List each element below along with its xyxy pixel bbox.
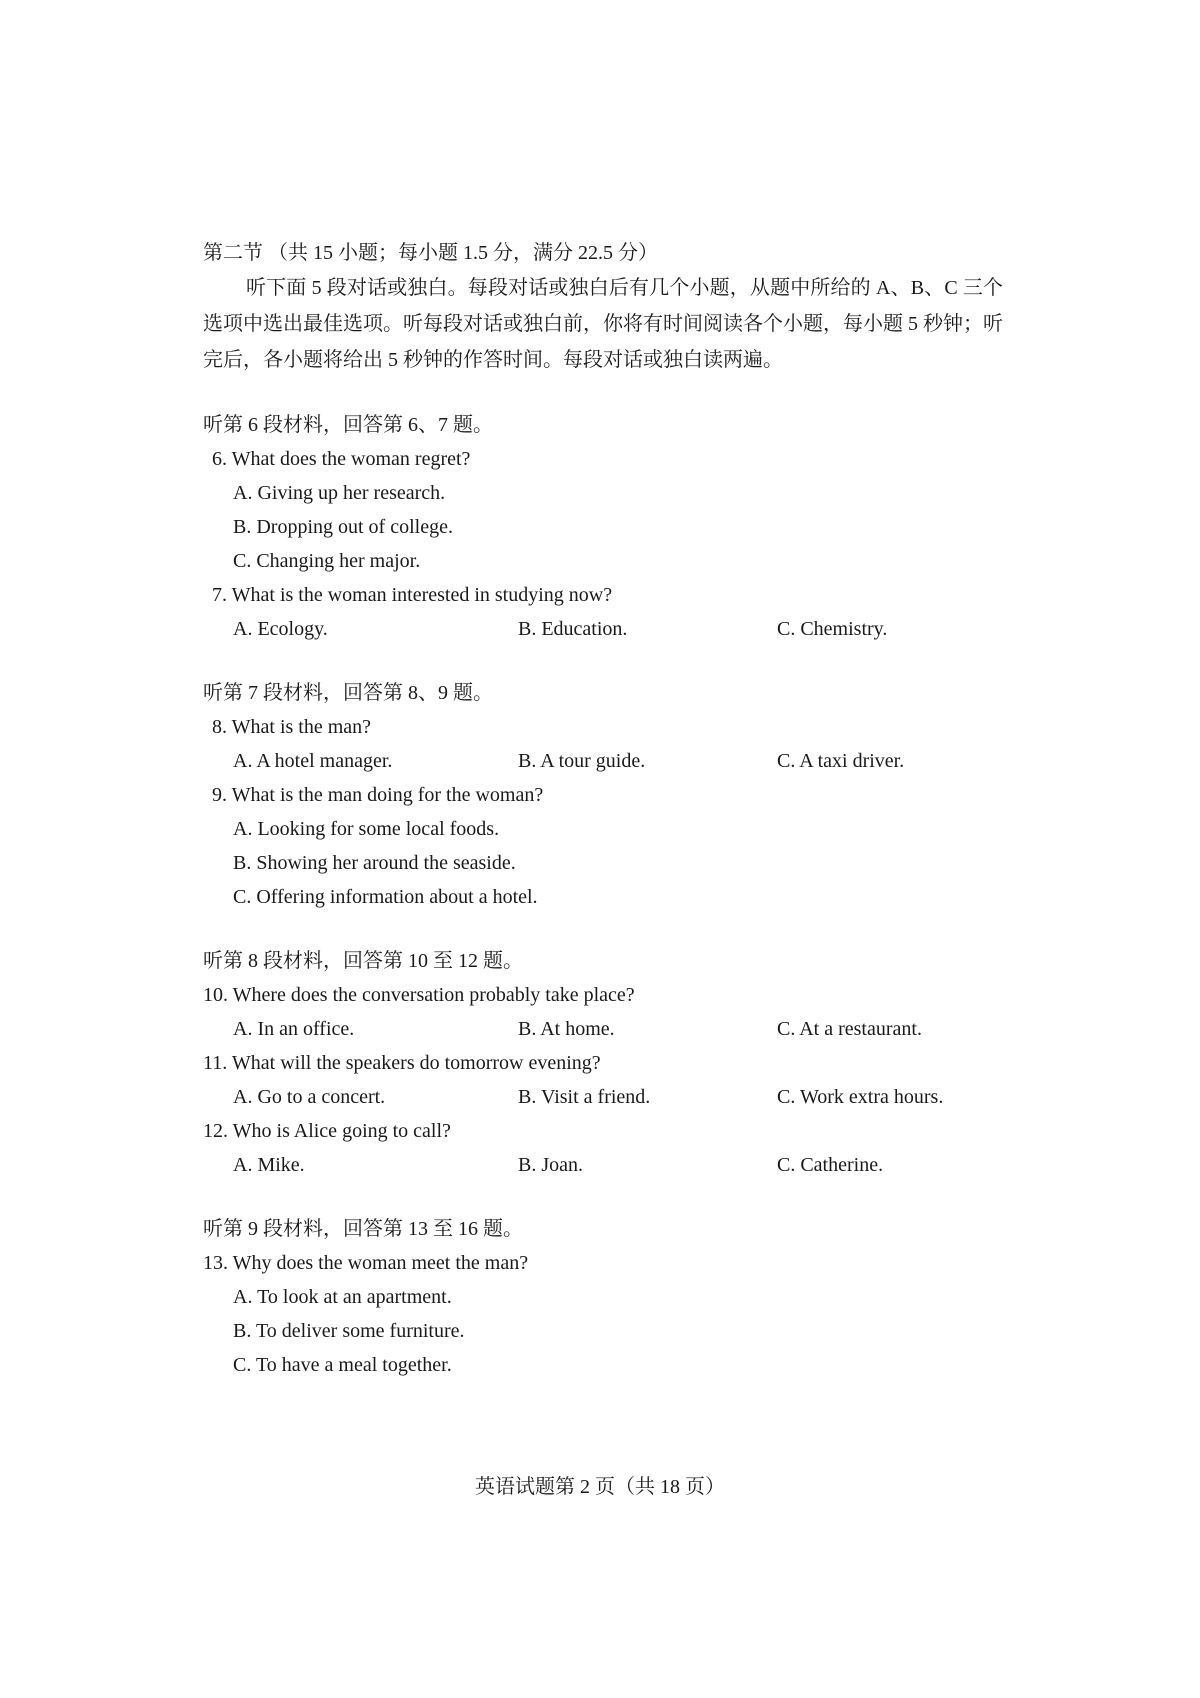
option-13c: C. To have a meal together. xyxy=(233,1354,452,1376)
listening-group-6 xyxy=(203,408,1003,646)
option-11a: A. Go to a concert. xyxy=(233,1086,386,1108)
option-8c: C. A taxi driver. xyxy=(777,750,905,772)
option-12c: C. Catherine. xyxy=(777,1154,884,1176)
content xyxy=(203,236,1003,1382)
option-12b: B. Joan. xyxy=(518,1154,583,1176)
options-8 xyxy=(203,744,1003,778)
listening-group-7 xyxy=(203,676,1003,914)
question-13: 13. Why does the woman meet the man? xyxy=(203,1252,529,1274)
option-7c: C. Chemistry. xyxy=(777,618,888,640)
option-9b: B. Showing her around the seaside. xyxy=(233,852,516,874)
listening-group-8 xyxy=(203,944,1003,1182)
option-10a: A. In an office. xyxy=(233,1018,355,1040)
option-9c: C. Offering information about a hotel. xyxy=(233,886,538,908)
option-10b: B. At home. xyxy=(518,1018,615,1040)
option-7b: B. Education. xyxy=(518,618,628,640)
question-10: 10. Where does the conversation probably take place? xyxy=(203,984,635,1006)
option-13a: A. To look at an apartment. xyxy=(233,1286,452,1308)
options-11 xyxy=(203,1080,1003,1114)
options-12 xyxy=(203,1148,1003,1182)
section-intro: 听下面 5 段对话或独白。每段对话或独白后有几个小题，从题中所给的 A、B、C 三个选项中选出最佳选项。听每段对话或独白前，你将有时间阅读各个小题，每小题 5 秒钟；听完后，各小题将给出 5 秒钟的作答时间。每段对话或独白读两遍。 xyxy=(203,277,1003,371)
option-6c: C. Changing her major. xyxy=(233,550,421,572)
option-6b: B. Dropping out of college. xyxy=(233,516,453,538)
section-title: 第二节 （共 15 小题；每小题 1.5 分，满分 22.5 分） xyxy=(203,242,658,264)
options-7 xyxy=(203,612,1003,646)
page-footer: 英语试题第 2 页（共 18 页） xyxy=(475,1476,725,1498)
option-8a: A. A hotel manager. xyxy=(233,750,393,772)
group-title: 听第 8 段材料，回答第 10 至 12 题。 xyxy=(203,950,523,972)
question-12: 12. Who is Alice going to call? xyxy=(203,1120,451,1142)
option-12a: A. Mike. xyxy=(233,1154,305,1176)
option-13b: B. To deliver some furniture. xyxy=(233,1320,465,1342)
question-11: 11. What will the speakers do tomorrow evening? xyxy=(203,1052,601,1074)
options-10 xyxy=(203,1012,1003,1046)
option-10c: C. At a restaurant. xyxy=(777,1018,922,1040)
group-title: 听第 9 段材料，回答第 13 至 16 题。 xyxy=(203,1218,523,1240)
question-9: 9. What is the man doing for the woman? xyxy=(212,784,544,806)
option-7a: A. Ecology. xyxy=(233,618,328,640)
listening-group-9 xyxy=(203,1212,1003,1382)
option-8b: B. A tour guide. xyxy=(518,750,646,772)
option-9a: A. Looking for some local foods. xyxy=(233,818,500,840)
option-11b: B. Visit a friend. xyxy=(518,1086,651,1108)
group-title: 听第 6 段材料，回答第 6、7 题。 xyxy=(203,414,493,436)
question-6: 6. What does the woman regret? xyxy=(212,448,471,470)
question-8: 8. What is the man? xyxy=(212,716,372,738)
question-7: 7. What is the woman interested in studying now? xyxy=(212,584,613,606)
option-11c: C. Work extra hours. xyxy=(777,1086,944,1108)
option-6a: A. Giving up her research. xyxy=(233,482,446,504)
group-title: 听第 7 段材料，回答第 8、9 题。 xyxy=(203,682,493,704)
